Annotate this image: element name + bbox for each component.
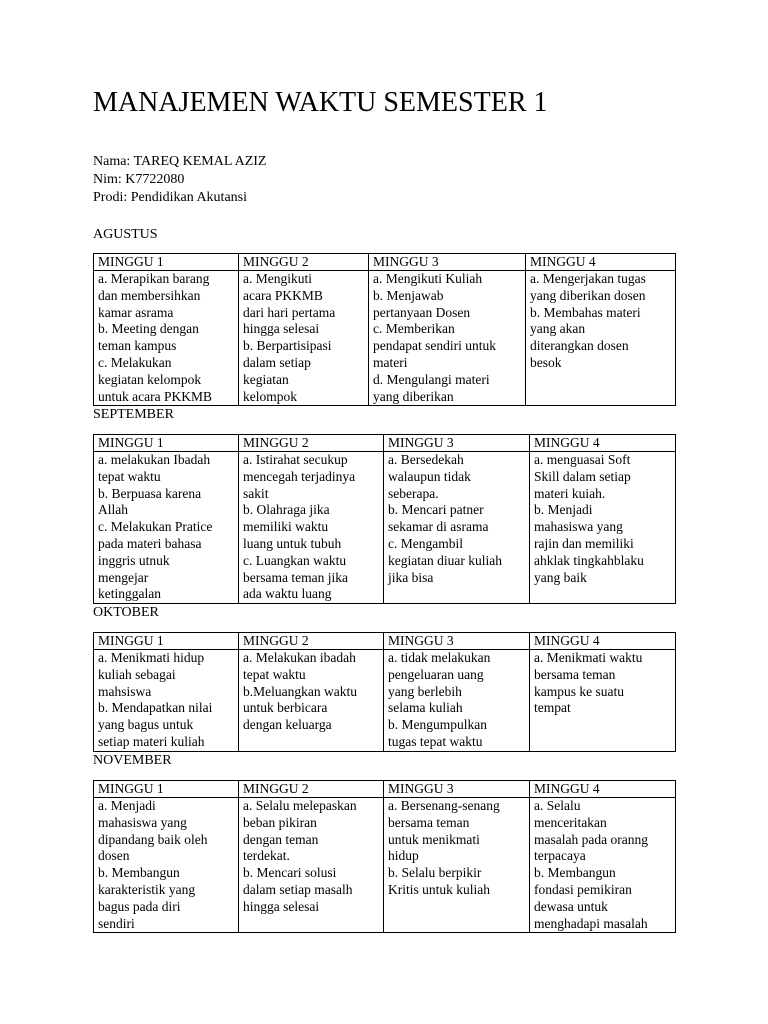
activity-line: Allah [98, 502, 128, 518]
activity-line: untuk berbicara [243, 700, 328, 716]
week-cell [530, 650, 676, 752]
student-nim: Nim: K7722080 [93, 172, 185, 187]
activity-line: b. Membahas materi [530, 304, 641, 320]
activity-line: b. Menjawab [373, 287, 444, 303]
week-cell [94, 798, 239, 933]
activity-line: a. Melakukan ibadah [243, 650, 356, 665]
week-header: MINGGU 4 [530, 633, 676, 650]
table-row [94, 650, 676, 752]
activity-line: b. Meeting dengan [98, 321, 199, 337]
activity-line: a. Menikmati waktu [534, 650, 643, 665]
activity-line: a. Mengikuti [243, 271, 312, 286]
schedule-table-oktober [93, 632, 676, 752]
activity-line: a. Bersenang-senang [388, 798, 500, 813]
activity-line: setiap materi kuliah [98, 733, 205, 749]
activity-line: dari hari pertama [243, 304, 336, 320]
activity-line: untuk menikmati [388, 831, 480, 847]
activity-line: dipandang baik oleh [98, 831, 208, 847]
activity-line: b. Selalu berpikir [388, 865, 482, 881]
activity-line: Kritis untuk kuliah [388, 881, 490, 897]
activity-line: hidup [388, 848, 419, 864]
activity-line: tugas tepat waktu [388, 733, 483, 749]
student-name: Nama: TAREQ KEMAL AZIZ [93, 154, 267, 169]
week-header: MINGGU 3 [384, 633, 530, 650]
activity-line: memiliki waktu [243, 519, 329, 535]
activity-line: ahklak tingkahblaku [534, 552, 644, 568]
week-cell [94, 271, 239, 406]
activity-line: kegiatan diuar kuliah [388, 552, 502, 568]
activity-line: pertanyaan Dosen [373, 304, 471, 320]
activity-line: pengeluaran uang [388, 666, 484, 682]
week-header: MINGGU 4 [526, 254, 676, 271]
week-cell [526, 271, 676, 406]
activity-line: b. Membangun [534, 865, 616, 881]
activity-line: yang akan [530, 321, 586, 337]
activity-line: inggris utnuk [98, 552, 170, 568]
activity-line: diterangkan dosen [530, 338, 629, 354]
week-header: MINGGU 1 [94, 254, 239, 271]
week-cell [239, 798, 384, 933]
activity-line: terpacaya [534, 848, 586, 864]
activity-line: pendapat sendiri untuk [373, 338, 496, 354]
activity-line: dewasa untuk [534, 898, 608, 914]
header-row [94, 254, 676, 271]
week-cell [239, 271, 369, 406]
activity-line: tepat waktu [98, 468, 161, 484]
month-label-oktober: OKTOBER [93, 605, 159, 620]
week-header: MINGGU 3 [369, 254, 526, 271]
activity-line: masalah pada oranng [534, 831, 648, 847]
activity-line: dengan teman [243, 831, 319, 847]
activity-line: a. Istirahat secukup [243, 452, 348, 467]
table-row [94, 271, 676, 406]
activity-line: kelompok [243, 388, 297, 404]
activity-line: b.Meluangkan waktu [243, 683, 357, 699]
activity-line: c. Luangkan waktu [243, 552, 347, 568]
header-row [94, 781, 676, 798]
table-row [94, 452, 676, 604]
activity-line: Skill dalam setiap [534, 468, 631, 484]
activity-line: terdekat. [243, 848, 290, 864]
activity-line: jika bisa [388, 569, 434, 585]
month-label-september: SEPTEMBER [93, 407, 174, 422]
activity-line: dalam setiap [243, 354, 311, 370]
activity-line: mengejar [98, 569, 149, 585]
week-header: MINGGU 2 [239, 254, 369, 271]
week-cell [94, 452, 239, 604]
activity-line: yang baik [534, 569, 587, 585]
activity-line: c. Melakukan [98, 354, 172, 370]
activity-line: b. Mencari solusi [243, 865, 337, 881]
activity-line: a. Mengikuti Kuliah [373, 271, 483, 286]
activity-line: a. menguasai Soft [534, 452, 631, 467]
activity-line: b. Olahraga jika [243, 502, 330, 518]
activity-line: a. tidak melakukan [388, 650, 491, 665]
activity-line: ketinggalan [98, 586, 161, 602]
activity-line: rajin dan memiliki [534, 535, 634, 551]
activity-line: a. Menikmati hidup [98, 650, 205, 665]
activity-line: b. Menjadi [534, 502, 593, 518]
activity-line: dalam setiap masalh [243, 881, 353, 897]
activity-line: a. Selalu melepaskan [243, 798, 357, 813]
activity-line: dengan keluarga [243, 717, 332, 733]
activity-line: menghadapi masalah [534, 915, 648, 931]
activity-line: kegiatan [243, 371, 289, 387]
activity-line: bersama teman jika [243, 569, 348, 585]
activity-line: selama kuliah [388, 700, 463, 716]
activity-line: mahasiswa yang [534, 519, 623, 535]
activity-line: kampus ke suatu [534, 683, 624, 699]
activity-line: bersama teman [534, 666, 616, 682]
activity-line: c. Melakukan Pratice [98, 519, 213, 535]
activity-line: sekamar di asrama [388, 519, 489, 535]
activity-line: bagus pada diri [98, 898, 181, 914]
week-cell [530, 798, 676, 933]
activity-line: yang bagus untuk [98, 717, 194, 733]
week-header: MINGGU 4 [530, 435, 676, 452]
activity-line: seberapa. [388, 485, 439, 501]
month-label-november: NOVEMBER [93, 753, 172, 768]
activity-line: mahasiswa yang [98, 814, 187, 830]
activity-line: yang diberikan dosen [530, 287, 646, 303]
table-row [94, 798, 676, 933]
week-header: MINGGU 4 [530, 781, 676, 798]
activity-line: dan membersihkan [98, 287, 201, 303]
activity-line: mencegah terjadinya [243, 468, 356, 484]
activity-line: ada waktu luang [243, 586, 332, 602]
activity-line: untuk acara PKKMB [98, 388, 212, 404]
activity-line: b. Mencari patner [388, 502, 484, 518]
activity-line: a. melakukan Ibadah [98, 452, 211, 467]
header-row [94, 435, 676, 452]
activity-line: a. Bersedekah [388, 452, 464, 467]
activity-line: fondasi pemikiran [534, 881, 632, 897]
week-header: MINGGU 1 [94, 435, 239, 452]
week-cell [384, 798, 530, 933]
activity-line: dosen [98, 848, 130, 864]
activity-line: a. Menjadi [98, 798, 156, 813]
activity-line: tempat [534, 700, 571, 716]
activity-line: kamar asrama [98, 304, 174, 320]
activity-line: teman kampus [98, 338, 177, 354]
schedule-table-november [93, 780, 676, 933]
schedule-table-agustus [93, 253, 676, 406]
activity-line: mahsiswa [98, 683, 152, 699]
activity-line: pada materi bahasa [98, 535, 202, 551]
week-cell [384, 650, 530, 752]
activity-line: materi [373, 354, 408, 370]
activity-line: menceritakan [534, 814, 607, 830]
week-cell [239, 650, 384, 752]
activity-line: besok [530, 354, 562, 370]
week-cell [530, 452, 676, 604]
activity-line: b. Berpuasa karena [98, 485, 202, 501]
activity-line: bersama teman [388, 814, 470, 830]
activity-line: a. Selalu [534, 798, 581, 813]
activity-line: hingga selesai [243, 321, 320, 337]
student-prodi: Prodi: Pendidikan Akutansi [93, 190, 247, 205]
activity-line: b. Mendapatkan nilai [98, 700, 213, 716]
header-row [94, 633, 676, 650]
activity-line: beban pikiran [243, 814, 317, 830]
week-cell [384, 452, 530, 604]
activity-line: b. Membangun [98, 865, 180, 881]
activity-line: karakteristik yang [98, 881, 196, 897]
month-label-agustus: AGUSTUS [93, 227, 158, 242]
activity-line: sakit [243, 485, 269, 501]
week-header: MINGGU 3 [384, 435, 530, 452]
activity-line: b. Berpartisipasi [243, 338, 332, 354]
activity-line: acara PKKMB [243, 287, 323, 303]
week-header: MINGGU 1 [94, 633, 239, 650]
activity-line: yang diberikan [373, 388, 454, 404]
document-title: MANAJEMEN WAKTU SEMESTER 1 [93, 87, 548, 118]
week-cell [239, 452, 384, 604]
activity-line: a. Mengerjakan tugas [530, 271, 646, 286]
activity-line: tepat waktu [243, 666, 306, 682]
activity-line: sendiri [98, 915, 135, 931]
activity-line: d. Mengulangi materi [373, 371, 490, 387]
week-cell [94, 650, 239, 752]
week-header: MINGGU 2 [239, 633, 384, 650]
activity-line: kuliah sebagai [98, 666, 176, 682]
week-header: MINGGU 2 [239, 781, 384, 798]
activity-line: c. Memberikan [373, 321, 455, 337]
activity-line: c. Mengambil [388, 535, 463, 551]
week-header: MINGGU 2 [239, 435, 384, 452]
activity-line: hingga selesai [243, 898, 320, 914]
activity-line: yang berlebih [388, 683, 462, 699]
week-header: MINGGU 1 [94, 781, 239, 798]
schedule-table-september [93, 434, 676, 604]
week-header: MINGGU 3 [384, 781, 530, 798]
activity-line: walaupun tidak [388, 468, 471, 484]
activity-line: b. Mengumpulkan [388, 717, 487, 733]
activity-line: luang untuk tubuh [243, 535, 342, 551]
activity-line: materi kuiah. [534, 485, 606, 501]
week-cell [369, 271, 526, 406]
activity-line: kegiatan kelompok [98, 371, 202, 387]
activity-line: a. Merapikan barang [98, 271, 210, 286]
